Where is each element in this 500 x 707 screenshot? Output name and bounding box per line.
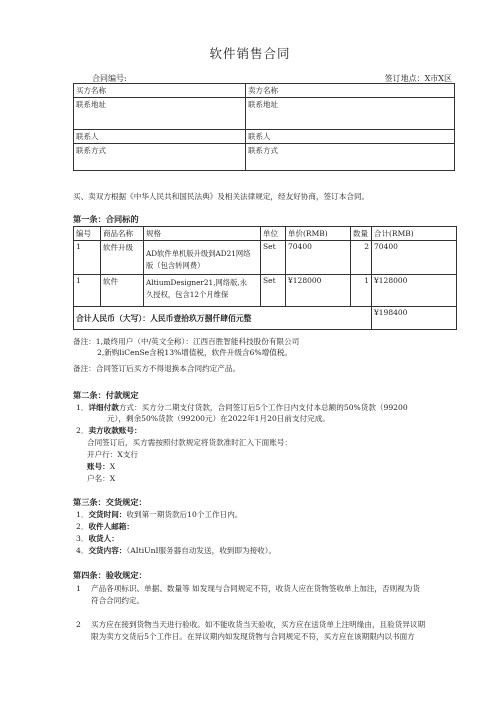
- acceptance-item-2-line-2: 限为卖方交货后5个工作日。在异议期内如发现货物与合同规定不符，买方应在该期限内以书面方: [91, 632, 415, 641]
- seller-address-label: 联系地址: [246, 98, 455, 130]
- item-text: （AItiUnI服务器自动发送，收到即为接收）。: [126, 546, 277, 555]
- item-number: 1．: [76, 403, 89, 412]
- acceptance-item-1-line-2: 符合合同约定。: [91, 596, 145, 605]
- item-number: 1．: [76, 510, 89, 519]
- payment-item-1: [76, 402, 408, 413]
- table-row: [74, 275, 457, 307]
- col-header-no: 编号: [74, 227, 101, 241]
- seller-name-label: 卖方名称: [246, 84, 455, 98]
- row-spec-line: 版（包含转网费）: [146, 261, 205, 270]
- goods-header-row: [74, 227, 457, 241]
- row-unit: Set: [261, 241, 286, 275]
- row-name: 软件升级: [101, 241, 144, 275]
- row-qty: 2: [351, 241, 372, 275]
- col-header-qty: 数量: [351, 227, 372, 241]
- seller-method-label: 联系方式: [246, 144, 455, 171]
- delivery-item-2: [76, 521, 134, 532]
- item-label: 账号：: [87, 462, 110, 471]
- row-total: ¥128000: [372, 275, 457, 307]
- item-label: 详细付款: [88, 403, 119, 412]
- seller-contact-label: 联系人: [246, 130, 455, 144]
- intro-paragraph: 买、卖双方根据《中华人民共和国民法典》及相关法律规定，经友好协商，签订本合同。: [73, 192, 370, 201]
- payment-bank: 开户行：X支行: [87, 450, 138, 459]
- row-spec-line: 久授权，包含12个月维保: [146, 290, 229, 299]
- delivery-item-3: [76, 533, 119, 544]
- sign-place: 签订地点：X市X区: [384, 74, 452, 83]
- row-spec: [144, 241, 261, 275]
- note-line-1: 备注：1,最终用户（中/英文全称）：江西百胜智能科技股份有限公司: [73, 337, 300, 346]
- section-4-heading: 第四条：验收规定：: [73, 570, 147, 580]
- goods-table: [73, 226, 457, 330]
- section-1-heading: 第一条：合同标的: [73, 214, 139, 224]
- item-number: 2．: [76, 522, 89, 531]
- parties-table: [73, 83, 455, 171]
- row-price: 70400: [286, 241, 351, 275]
- document-title: 软件销售合同: [209, 46, 291, 61]
- row-name: 软件: [101, 275, 144, 307]
- col-header-price: 单价(RMB): [286, 227, 351, 241]
- row-spec: [144, 275, 261, 307]
- section-3-heading: 第三条：交货规定：: [73, 497, 147, 507]
- item-label: 收货人：: [88, 534, 119, 543]
- payment-account-name: 户名：X: [87, 474, 116, 483]
- acceptance-item-2-line-1: 买方应在接到货物当天进行验收。如不能收货当天验收，买方应在送货单上注明缘由，且验货异议期: [91, 620, 426, 629]
- buyer-method-label: 联系方式: [74, 144, 246, 171]
- row-price: ¥128000: [286, 275, 351, 307]
- col-header-name: 商品名称: [101, 227, 144, 241]
- delivery-item-4: [76, 545, 276, 556]
- row-unit: Set: [261, 275, 286, 307]
- item-text: 收到第一期货款后10个工作日内。: [126, 510, 243, 519]
- buyer-contact-label: 联系人: [74, 130, 246, 144]
- col-header-total: 合计(RMB): [372, 227, 457, 241]
- buyer-name-label: 买方名称: [74, 84, 246, 98]
- payment-item-2: [76, 425, 142, 436]
- row-no: 1: [74, 241, 101, 275]
- item-label: 交货时间：: [88, 510, 127, 519]
- total-amount-value: ¥198400: [372, 307, 457, 330]
- row-spec-line: AltiumDesigner21,网络版,永: [146, 278, 248, 287]
- item-label: 交货内容：: [88, 546, 127, 555]
- row-spec-line: AD软件单机版升级到AD21网络: [146, 249, 251, 258]
- payment-item-1-cont: 元），剩余50%货款（99200元）在2022年1月20日前支付完成。: [107, 414, 330, 423]
- item-label: 收件人邮箱：: [88, 522, 134, 531]
- row-qty: 1: [351, 275, 372, 307]
- item-text: 方式：买方分二期支付货款，合同签订后5个工作日内支付本总额的50%货款（99200: [118, 403, 408, 412]
- item-number: 3．: [76, 534, 89, 543]
- note-line-3: 备注：合同签订后买方不得退换本合同约定产品。: [73, 364, 241, 373]
- buyer-address-label: 联系地址: [74, 98, 246, 130]
- row-total: 70400: [372, 241, 457, 275]
- col-header-unit: 单位: [261, 227, 286, 241]
- acceptance-item-1-line-1: 产品各项标识、单据、数量等 如发现与合同规定不符，收货人应在货物签收单上加注，否则视为货: [91, 584, 420, 593]
- item-number: 2．: [76, 426, 89, 435]
- note-line-2: 2,新购liCenSe含税13%增值税，软件升级含6%增值税。: [97, 348, 293, 357]
- section-2-heading: 第二条：付款规定: [73, 390, 139, 400]
- contract-number-label: 合同编号:: [92, 74, 127, 83]
- acceptance-item-2-number: 2: [76, 620, 81, 629]
- item-number: 4．: [76, 546, 89, 555]
- item-label: 卖方收款账号：: [88, 426, 142, 435]
- item-text: X: [109, 462, 116, 471]
- payment-account-intro: 合同签订后，买方需按照付款规定将货款准时汇入下面账号：: [87, 438, 293, 447]
- total-row: [74, 307, 457, 330]
- total-amount-words: 合计人民币（大写）：人民币壹拾玖万捌仟肆佰元整: [74, 307, 372, 330]
- delivery-item-1: [76, 509, 242, 520]
- payment-account-number: [87, 461, 115, 472]
- acceptance-item-1-number: 1: [76, 584, 81, 593]
- row-no: 1: [74, 275, 101, 307]
- table-row: [74, 241, 457, 275]
- col-header-spec: 规格: [144, 227, 261, 241]
